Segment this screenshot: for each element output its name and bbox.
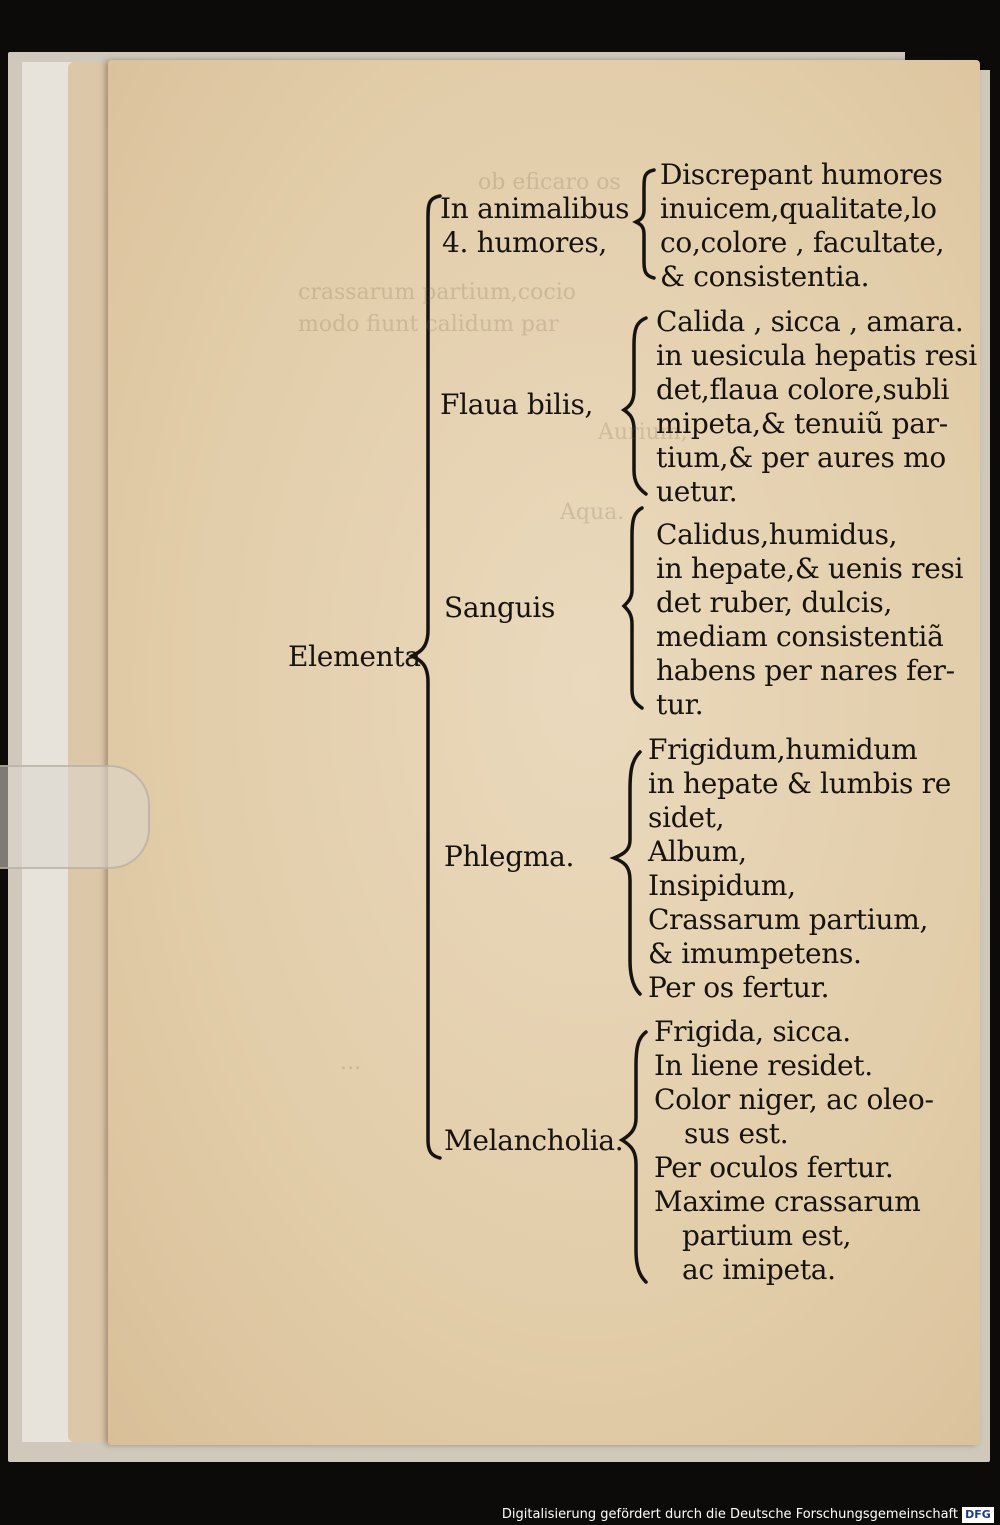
digitization-footer [0,1505,1000,1525]
footer-credit: Digitalisierung gefördert durch die Deutsche Forschungsgemeinschaft [501,1507,958,1522]
brace-flaua [624,318,646,494]
branch-label-sanguis: Sanguis [444,591,556,624]
branch-label-melancholia: Melancholia. [444,1124,624,1157]
description-phlegma: Frigidum,humidum in hepate & lumbis re sidet, Album, Insipidum, Crassarum partium, & imumpetens. Per os fertur. [648,733,951,1004]
brace-melancholia [622,1032,646,1282]
bleed-through-text: modo fiunt calidum par [298,312,559,337]
description-melancholia: Frigida, sicca. In liene residet. Color niger, ac oleo- sus est. Per oculos fertur. Maxime crassarum partium est, ac imipeta. [654,1015,934,1286]
brace-sanguis [624,508,642,708]
bleed-through-text: Aurium, [598,420,688,445]
branch-label-phlegma: Phlegma. [444,840,575,873]
brace-humores [636,170,654,278]
bleed-through-text: ... [340,1050,361,1075]
bleed-through-text: crassarum partium,cocio [298,280,576,305]
description-humores: Discrepant humores inuicem,qualitate,lo co,colore , facultate, & consistentia. [660,158,945,293]
description-flaua-bilis: Calida , sicca , amara. in uesicula hepatis resi det,flaua colore,subli mipeta,& tenuiũ par- tium,& per aures mo uetur. [656,305,977,508]
dfg-logo: DFG [962,1507,994,1523]
transparent-page-clip [0,765,150,869]
bleed-through-text: ob eficaro os [478,170,621,195]
branch-label-humores: In animalibus 4. humores, [440,192,630,259]
bleed-through-text: Aqua. [560,500,625,525]
root-label: Elementa [288,640,421,673]
description-sanguis: Calidus,humidus, in hepate,& uenis resi det ruber, dulcis, mediam consistentiã habens per nares fer- tur. [656,518,964,721]
brace-phlegma [614,752,640,994]
main-brace [412,196,440,1158]
branch-label-flaua-bilis: Flaua bilis, [440,388,594,421]
